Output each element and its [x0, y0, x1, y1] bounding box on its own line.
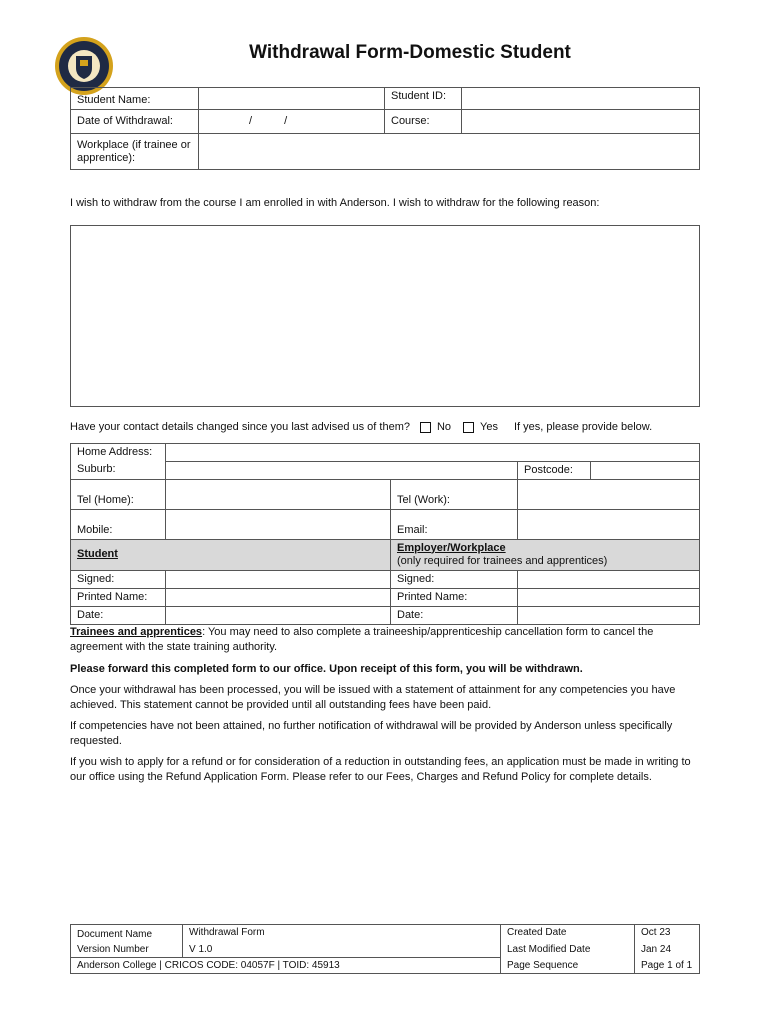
workplace-label: Workplace (if trainee or apprentice):: [71, 134, 199, 170]
college-info: Anderson College | CRICOS CODE: 04057F | TOID: 45913: [71, 958, 501, 974]
workplace-field[interactable]: [199, 134, 700, 170]
contact-question-text: Have your contact details changed since you last advised us of them?: [70, 421, 410, 433]
created-value: Oct 23: [635, 925, 700, 943]
trainees-heading: Trainees and apprentices: [70, 626, 203, 638]
mobile-label: Mobile:: [71, 509, 166, 539]
version-label: Version Number: [71, 942, 183, 958]
date-of-withdrawal-label: Date of Withdrawal:: [71, 110, 199, 134]
student-header: Student: [77, 548, 118, 560]
student-name-label: Student Name:: [71, 88, 199, 110]
postcode-label: Postcode:: [518, 461, 591, 479]
student-details-table: [70, 87, 700, 170]
document-control-footer: [70, 924, 700, 974]
forward-paragraph: Please forward this completed form to our office. Upon receipt of this form, you will be withdrawn.: [70, 663, 583, 675]
student-signed-field[interactable]: [166, 570, 391, 588]
employer-note: (only required for trainees and apprentices): [397, 554, 608, 567]
tel-home-field[interactable]: [166, 479, 391, 509]
student-signature-header: [71, 539, 391, 570]
home-address-label: Home Address:: [71, 444, 166, 462]
refund-paragraph: If you wish to apply for a refund or for consideration of a reduction in outstanding fees, an application must be made in writing to our office using the Refund Application Form. Please refer to our Fees, Charges and Refund Policy for complete details.: [70, 756, 691, 783]
doc-name-value: Withdrawal Form: [183, 925, 501, 943]
contact-details-table: [70, 443, 700, 625]
page-sequence-value: Page 1 of 1: [635, 958, 700, 974]
student-name-field[interactable]: [199, 88, 385, 110]
employer-header: Employer/Workplace: [397, 541, 506, 554]
student-date-label: Date:: [71, 606, 166, 624]
tel-home-label: Tel (Home):: [71, 479, 166, 509]
version-value: V 1.0: [183, 942, 501, 958]
page-title: Withdrawal Form-Domestic Student: [249, 42, 571, 63]
modified-label: Last Modified Date: [501, 942, 635, 958]
no-checkbox[interactable]: [420, 422, 431, 433]
page-sequence-label: Page Sequence: [501, 958, 635, 974]
competencies-paragraph: If competencies have not been attained, no further notification of withdrawal will be provided by Anderson unless specifically requested.: [70, 720, 673, 747]
created-label: Created Date: [501, 925, 635, 943]
employer-signed-field[interactable]: [518, 570, 700, 588]
postcode-field[interactable]: [591, 461, 700, 479]
student-printed-name-label: Printed Name:: [71, 588, 166, 606]
mobile-field[interactable]: [166, 509, 391, 539]
employer-printed-name-label: Printed Name:: [391, 588, 518, 606]
suburb-field[interactable]: [166, 461, 518, 479]
contact-change-question: [70, 421, 652, 433]
date-separator: /: [284, 115, 288, 127]
no-label: No: [436, 421, 452, 433]
processed-paragraph: Once your withdrawal has been processed, you will be issued with a statement of attainment for any competencies you have achieved. This statement cannot be provided until all outstanding fees have been paid.: [70, 684, 676, 711]
withdraw-statement: I wish to withdraw from the course I am enrolled in with Anderson. I wish to withdraw for the following reason:: [70, 197, 600, 209]
employer-date-field[interactable]: [518, 606, 700, 624]
modified-value: Jan 24: [635, 942, 700, 958]
student-id-label: Student ID:: [385, 88, 462, 110]
email-field[interactable]: [518, 509, 700, 539]
student-signed-label: Signed:: [71, 570, 166, 588]
suburb-label: Suburb:: [71, 461, 166, 479]
date-separator: /: [249, 115, 253, 127]
course-field[interactable]: [462, 110, 700, 134]
email-label: Email:: [391, 509, 518, 539]
doc-name-label: Document Name: [71, 925, 183, 943]
contact-question-note: If yes, please provide below.: [514, 421, 653, 433]
reason-textarea[interactable]: [70, 225, 700, 407]
yes-checkbox[interactable]: [463, 422, 474, 433]
yes-label: Yes: [480, 421, 498, 433]
home-address-field[interactable]: [166, 444, 700, 462]
trainees-text: : You may need to also complete a traineeship/apprenticeship cancellation form to cancel the agreement with the state training authority.: [70, 626, 654, 653]
trainees-paragraph: [70, 625, 700, 655]
tel-work-label: Tel (Work):: [391, 479, 518, 509]
employer-signature-header: [391, 539, 700, 570]
date-of-withdrawal-field[interactable]: [199, 110, 385, 134]
student-id-field[interactable]: [462, 88, 700, 110]
tel-work-field[interactable]: [518, 479, 700, 509]
employer-printed-name-field[interactable]: [518, 588, 700, 606]
employer-date-label: Date:: [391, 606, 518, 624]
student-date-field[interactable]: [166, 606, 391, 624]
employer-signed-label: Signed:: [391, 570, 518, 588]
student-printed-name-field[interactable]: [166, 588, 391, 606]
course-label: Course:: [385, 110, 462, 134]
